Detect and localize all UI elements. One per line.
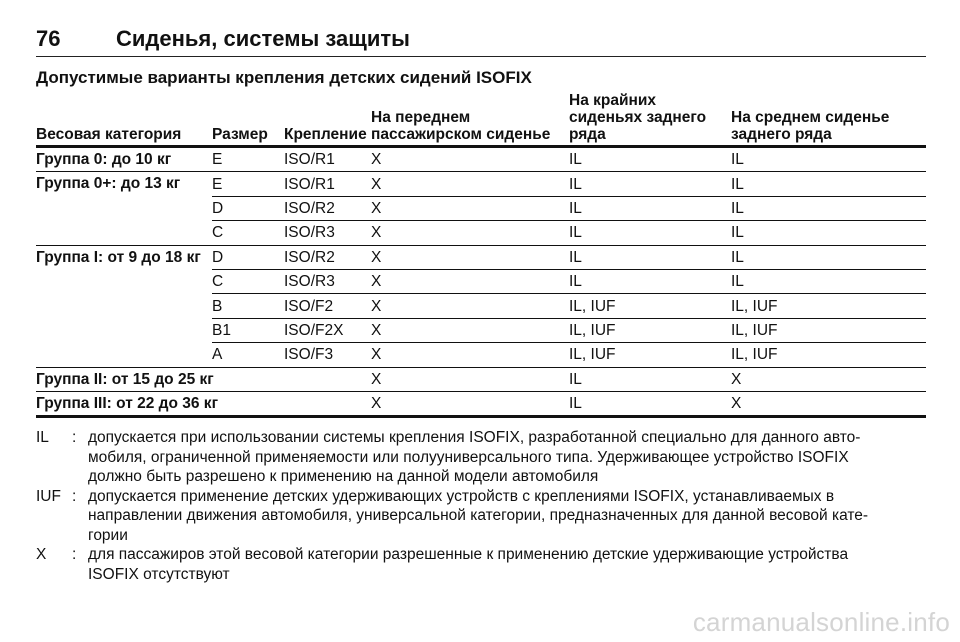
legend-item xyxy=(36,428,888,487)
rear-outer-cell: IL xyxy=(569,269,731,293)
table-row xyxy=(36,294,926,318)
rear-center-cell: IL, IUF xyxy=(731,318,926,342)
front-seat-cell: X xyxy=(371,245,569,269)
size-cell: C xyxy=(212,221,284,245)
column-header: На переднем пассажирском сиденье xyxy=(371,92,569,147)
size-cell: D xyxy=(212,196,284,220)
rear-outer-cell: IL xyxy=(569,147,731,172)
fixture-cell: ISO/F2 xyxy=(284,294,371,318)
fixture-cell: ISO/R2 xyxy=(284,196,371,220)
rear-outer-cell: IL xyxy=(569,172,731,196)
front-seat-cell: X xyxy=(371,367,569,391)
column-header: Размер xyxy=(212,92,284,147)
rear-outer-cell: IL xyxy=(569,196,731,220)
fixture-cell: ISO/R1 xyxy=(284,147,371,172)
rear-center-cell: IL xyxy=(731,269,926,293)
rear-outer-cell: IL xyxy=(569,245,731,269)
page-number: 76 xyxy=(36,26,61,51)
legend-key: X xyxy=(36,546,47,563)
column-header: Весовая категория xyxy=(36,92,212,147)
size-cell: E xyxy=(212,147,284,172)
weight-category-cell xyxy=(36,196,212,220)
rear-center-cell: IL xyxy=(731,245,926,269)
weight-category-cell: Группа 0+: до 13 кг xyxy=(36,175,181,193)
rear-center-cell: IL xyxy=(731,196,926,220)
table-row xyxy=(36,318,926,342)
size-cell: C xyxy=(212,269,284,293)
front-seat-cell: X xyxy=(371,294,569,318)
size-cell: B xyxy=(212,294,284,318)
legend-text: допускается при использовании системы крепления ISOFIX, разработанной специально для данного автомобиля, ограниченной применяемости или полууниверсального типа. Удерживающее устройство ISOFIX должно быть разрешено к применению на данной модели автомобиля xyxy=(88,429,861,485)
fixture-cell xyxy=(284,367,371,391)
rear-center-cell: IL xyxy=(731,147,926,172)
weight-category-cell: Группа III: от 22 до 36 кг xyxy=(36,391,212,416)
fixture-cell: ISO/F2X xyxy=(284,318,371,342)
legend-item xyxy=(36,487,888,546)
size-cell: E xyxy=(212,172,284,196)
front-seat-cell: X xyxy=(371,391,569,416)
table-row xyxy=(36,221,926,245)
fixture-cell: ISO/R3 xyxy=(284,269,371,293)
rear-center-cell: IL, IUF xyxy=(731,294,926,318)
front-seat-cell: X xyxy=(371,196,569,220)
rear-center-cell: X xyxy=(731,367,926,391)
column-header: На крайних сиденьях заднего ряда xyxy=(569,92,731,147)
front-seat-cell: X xyxy=(371,147,569,172)
legend-separator: : xyxy=(72,429,77,446)
page-title: Сиденья, системы защиты xyxy=(116,26,410,51)
rear-outer-cell: IL xyxy=(569,391,731,416)
table-row xyxy=(36,343,926,367)
legend-text: допускается применение детских удерживающих устройств с креплениями ISOFIX, устанавливаемых в направлении движения автомобиля, универсальной категории, предназначенных для данной весовой категории xyxy=(88,487,869,544)
rear-center-cell: IL xyxy=(731,221,926,245)
size-cell xyxy=(212,367,284,391)
rear-outer-cell: IL xyxy=(569,367,731,391)
weight-category-cell: Группа I: от 9 до 18 кг xyxy=(36,248,201,266)
weight-category-cell xyxy=(36,318,212,342)
weight-category-cell: Группа 0: до 10 кг xyxy=(36,147,212,172)
size-cell: B1 xyxy=(212,318,284,342)
weight-category-cell xyxy=(36,294,212,318)
table-row xyxy=(36,147,926,172)
legend-separator: : xyxy=(72,487,77,505)
rear-outer-cell: IL, IUF xyxy=(569,343,731,367)
front-seat-cell: X xyxy=(371,318,569,342)
size-cell xyxy=(212,391,284,416)
table-row xyxy=(36,245,926,269)
rear-outer-cell: IL, IUF xyxy=(569,294,731,318)
legend-separator: : xyxy=(72,546,77,563)
table-row xyxy=(36,196,926,220)
table-row xyxy=(36,269,926,293)
rear-center-cell: IL xyxy=(731,172,926,196)
size-cell: D xyxy=(212,245,284,269)
weight-category-cell: Группа II: от 15 до 25 кг xyxy=(36,367,212,391)
legend-key: IL xyxy=(36,429,49,446)
fixture-cell: ISO/R2 xyxy=(284,245,371,269)
table-row xyxy=(36,391,926,416)
table-row xyxy=(36,367,926,391)
fixture-cell: ISO/R3 xyxy=(284,221,371,245)
fixture-cell xyxy=(284,391,371,416)
header-divider xyxy=(36,56,926,57)
column-header: На среднем сиденье заднего ряда xyxy=(731,92,926,147)
page-header xyxy=(36,24,926,54)
fixture-cell: ISO/R1 xyxy=(284,172,371,196)
legend-item xyxy=(36,545,888,584)
rear-center-cell: X xyxy=(731,391,926,416)
fixture-cell: ISO/F3 xyxy=(284,343,371,367)
section-title: Допустимые варианты крепления детских сидений ISOFIX xyxy=(36,68,532,87)
legend xyxy=(36,428,888,584)
rear-outer-cell: IL, IUF xyxy=(569,318,731,342)
weight-category-cell xyxy=(36,221,212,245)
isofix-table xyxy=(36,92,926,418)
rear-center-cell: IL, IUF xyxy=(731,343,926,367)
rear-outer-cell: IL xyxy=(569,221,731,245)
front-seat-cell: X xyxy=(371,343,569,367)
legend-key: IUF xyxy=(36,487,61,505)
front-seat-cell: X xyxy=(371,269,569,293)
column-header: Крепление xyxy=(284,92,371,147)
table-row xyxy=(36,172,926,196)
watermark: carmanualsonline.info xyxy=(692,607,950,637)
front-seat-cell: X xyxy=(371,221,569,245)
front-seat-cell: X xyxy=(371,172,569,196)
weight-category-cell xyxy=(36,269,212,293)
legend-text: для пассажиров этой весовой категории разрешенные к применению детские удерживающие устройства ISOFIX отсутствуют xyxy=(88,546,849,583)
weight-category-cell xyxy=(36,343,212,367)
table-header-row xyxy=(36,92,926,147)
size-cell: A xyxy=(212,343,284,367)
